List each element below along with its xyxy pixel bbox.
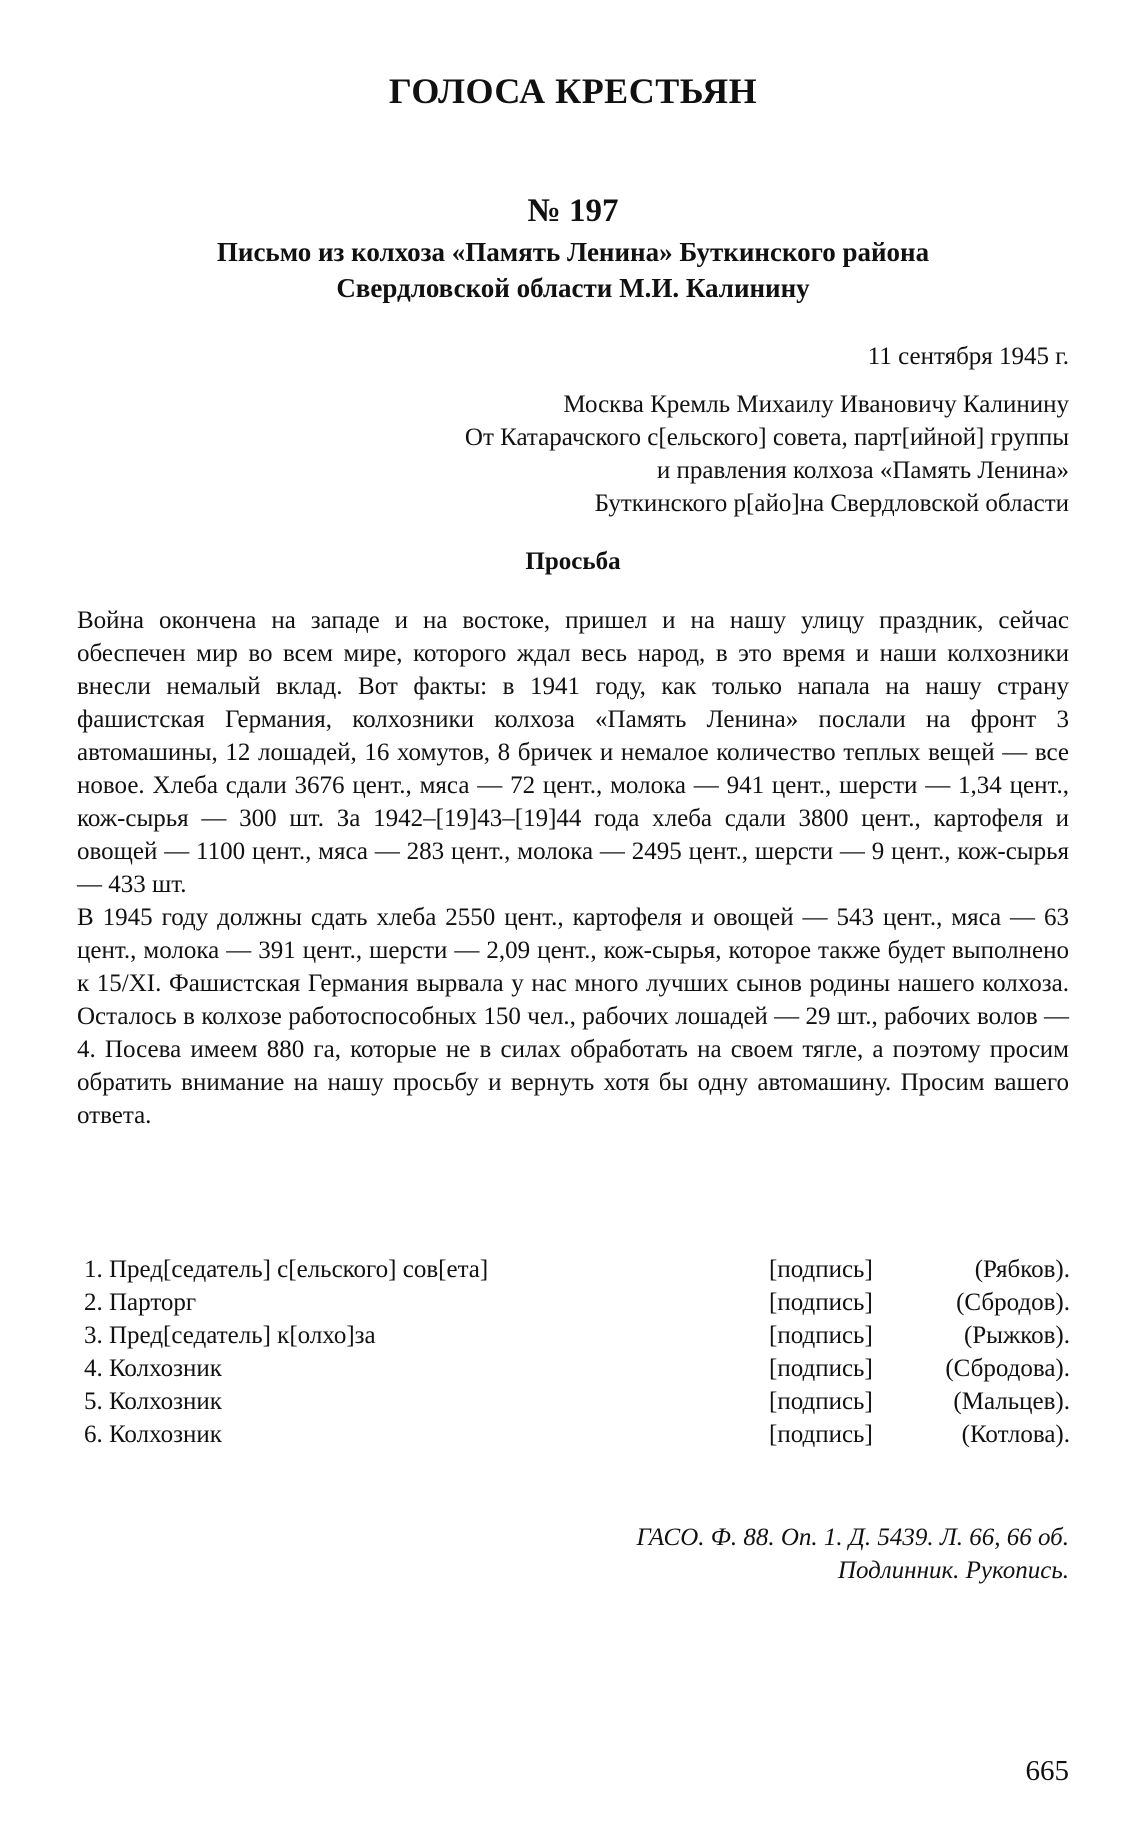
signature-row bbox=[84, 1253, 1070, 1286]
signature-row bbox=[84, 1385, 1070, 1418]
signature-role: 2. Парторг bbox=[84, 1289, 197, 1316]
signature-name: (Сбродов). bbox=[956, 1289, 1070, 1316]
signature-role: 5. Колхозник bbox=[84, 1388, 222, 1415]
signature-name: (Сбродова). bbox=[945, 1355, 1070, 1382]
signature-row bbox=[84, 1418, 1070, 1451]
source-line: Подлинник. Рукопись. bbox=[837, 1557, 1069, 1584]
document-title-line: Письмо из колхоза «Память Ленина» Буткинского района bbox=[216, 237, 930, 267]
signature-role: 4. Колхозник bbox=[84, 1355, 222, 1382]
signature-name: (Мальцев). bbox=[953, 1388, 1070, 1415]
addressee-block bbox=[465, 388, 1069, 520]
document-title-line: Свердловской области М.И. Калинину bbox=[336, 273, 810, 303]
archival-source bbox=[637, 1521, 1069, 1587]
signature-mark: [подпись] bbox=[769, 1256, 873, 1283]
letter-body bbox=[77, 604, 1069, 1132]
address-line: Буткинского р[айо]на Свердловской области bbox=[594, 490, 1069, 517]
signature-name: (Рябков). bbox=[974, 1256, 1070, 1283]
document-number: № 197 bbox=[527, 193, 619, 229]
signature-role: 6. Колхозник bbox=[84, 1421, 222, 1448]
signature-name: (Котлова). bbox=[961, 1421, 1070, 1448]
signature-mark: [подпись] bbox=[769, 1421, 873, 1448]
running-head: ГОЛОСА КРЕСТЬЯН bbox=[388, 71, 758, 111]
section-title: Просьба bbox=[525, 548, 621, 575]
source-line: ГАСО. Ф. 88. Оп. 1. Д. 5439. Л. 66, 66 об. bbox=[636, 1524, 1069, 1551]
signature-mark: [подпись] bbox=[769, 1355, 873, 1382]
body-paragraph: Война окончена на западе и на востоке, пришел и на нашу улицу праздник, сейчас обеспечен мир во всем мире, которого ждал весь народ, в это время и наши колхозники внесли немалый вклад. Вот факты: в 1941 году, как только напала на нашу страну фашистская Германия, колхозники колхоза «Память Ленина» послали на фронт 3 автомашины, 12 лошадей, 16 хомутов, 8 бричек и немалое количество теплых вещей — все новое. Хлеба сдали 3676 цент., мяса — 72 цент., молока — 941 цент., шерсти — 1,34 цент., кож-сырья — 300 шт. За 1942–[19]43–[19]44 года хлеба сдали 3800 цент., картофеля и овощей — 1100 цент., мяса — 283 цент., молока — 2495 цент., шерсти — 9 цент., кож-сырья — 433 шт. bbox=[77, 607, 1069, 898]
address-line: и правления колхоза «Память Ленина» bbox=[656, 457, 1069, 484]
signature-row bbox=[84, 1319, 1070, 1352]
address-line: Москва Кремль Михаилу Ивановичу Калинину bbox=[563, 391, 1069, 418]
signature-role: 1. Пред[седатель] с[ельского] сов[ета] bbox=[84, 1256, 489, 1283]
signature-mark: [подпись] bbox=[769, 1388, 873, 1415]
body-paragraph: В 1945 году должны сдать хлеба 2550 цент., картофеля и овощей — 543 цент., мяса — 63 цент., молока — 391 цент., шерсти — 2,09 цент., кож-сырья, которое также будет выполнено к 15/XI. Фашистская Германия вырвала у нас много лучших сынов родины нашего колхоза. Осталось в колхозе работоспособных 150 чел., рабочих лошадей — 29 шт., рабочих волов — 4. Посева имеем 880 га, которые не в силах обработать на своем тягле, а поэтому просим обратить внимание на нашу просьбу и вернуть хотя бы одну автомашину. Просим вашего ответа. bbox=[77, 904, 1069, 1129]
signature-mark: [подпись] bbox=[769, 1322, 873, 1349]
page-number: 665 bbox=[1025, 1755, 1069, 1787]
document-date: 11 сентября 1945 г. bbox=[867, 343, 1069, 370]
signature-mark: [подпись] bbox=[769, 1289, 873, 1316]
signature-role: 3. Пред[седатель] к[олхо]за bbox=[84, 1322, 376, 1349]
address-line: От Катарачского с[ельского] совета, парт[ийной] группы bbox=[464, 424, 1069, 451]
signature-name: (Рыжков). bbox=[963, 1322, 1070, 1349]
signature-row bbox=[84, 1352, 1070, 1385]
document-title bbox=[0, 234, 1146, 306]
signature-row bbox=[84, 1286, 1070, 1319]
signature-list bbox=[84, 1253, 1070, 1451]
